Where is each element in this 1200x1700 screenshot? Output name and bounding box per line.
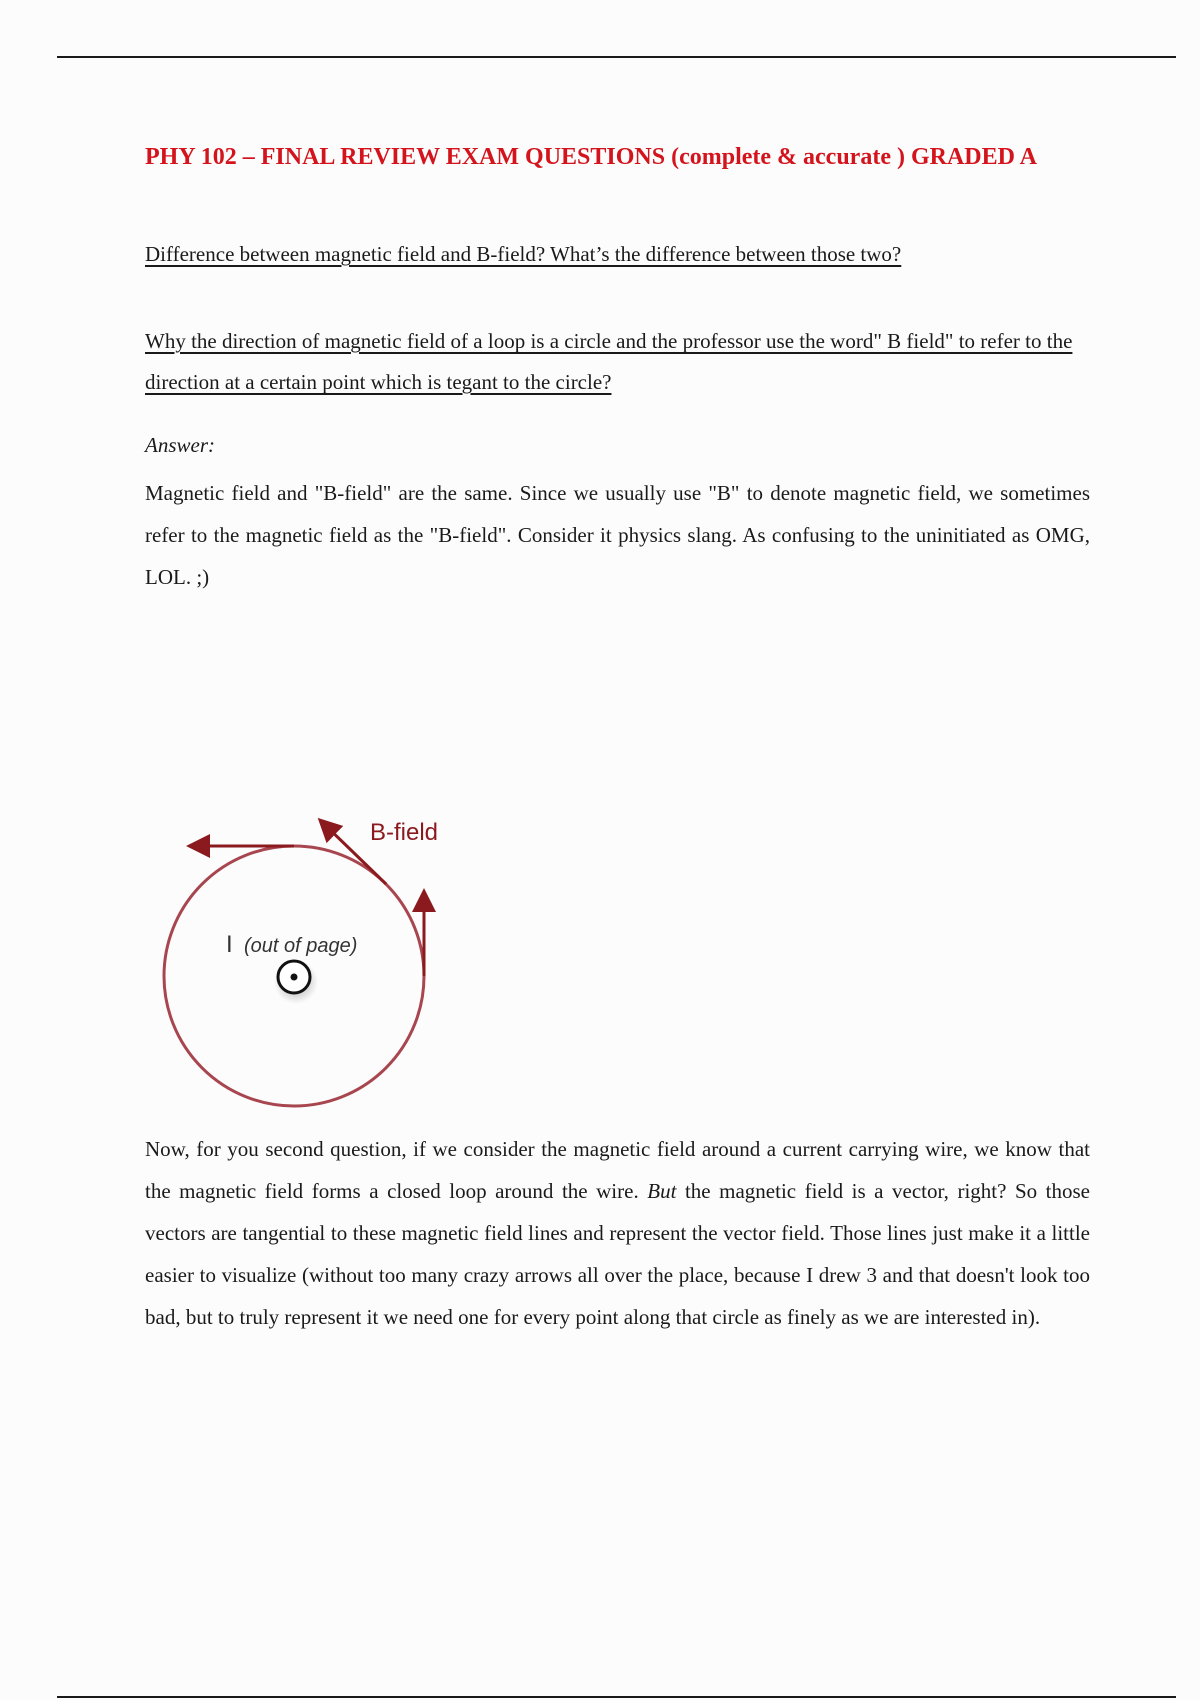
current-label: I xyxy=(226,931,233,958)
question-1: Difference between magnetic field and B-field? What’s the difference between those two? xyxy=(145,242,902,266)
paragraph-2-emphasis: But xyxy=(647,1179,677,1203)
paragraph-2-part-2: the magnetic field is a vector, right? So those vectors are tangential to these magnetic field lines and represent the vector field. Those lines just make it a little easier to visualize (without too many crazy arrows all over the place, because I drew 3 and that doesn't look too bad, but to truly represent it we need one for every point along that circle as finely as we are interested in). xyxy=(145,1179,1090,1329)
bottom-rule xyxy=(57,1696,1176,1698)
answer-label: Answer: xyxy=(145,433,215,457)
current-dot-icon xyxy=(291,974,298,981)
magnetic-field-diagram xyxy=(150,800,470,1120)
answer-paragraph-2 xyxy=(145,1128,1090,1338)
top-rule xyxy=(57,56,1176,58)
question-2: Why the direction of magnetic field of a loop is a circle and the professor use the word" B field" to refer to the direction at a certain point which is tegant to the circle? xyxy=(145,329,1073,394)
paragraph-2-part-1: Now, for you second question, if we consider the magnetic field around a current carrying wire, we know that the magnetic field forms a closed loop around the wire. xyxy=(145,1137,1090,1203)
document-title: PHY 102 – FINAL REVIEW EXAM QUESTIONS (complete & accurate ) GRADED A xyxy=(145,144,1037,170)
current-note: (out of page) xyxy=(244,935,358,957)
answer-paragraph-1: Magnetic field and "B-field" are the same. Since we usually use "B" to denote magnetic field, we sometimes refer to the magnetic field as the "B-field". Consider it physics slang. As confusing to the uninitiated as OMG, LOL. ;) xyxy=(145,481,1090,589)
bfield-label: B-field xyxy=(370,819,439,846)
